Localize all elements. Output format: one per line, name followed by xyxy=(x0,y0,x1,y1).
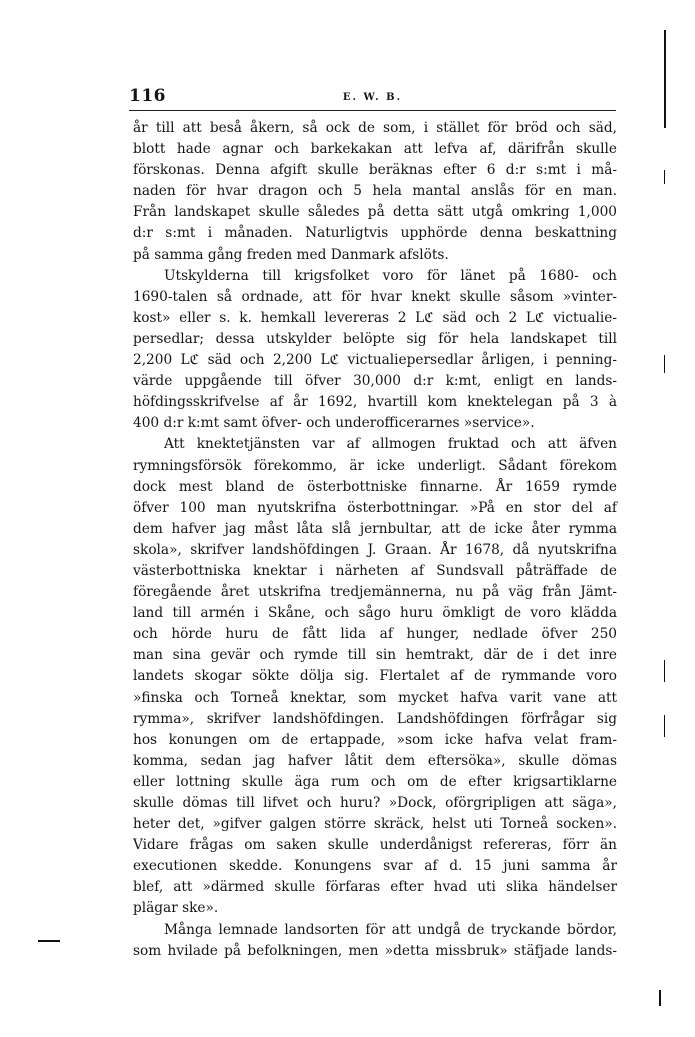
page-header xyxy=(129,86,616,111)
text-line: »finska och Torneå knektar, som mycket hafva varit vane att xyxy=(133,689,617,706)
text-line: västerbottniska knektar i närheten af Sundsvall påträffade de xyxy=(133,562,617,579)
text-line: skola», skrifver landshöfdingen J. Graan. År 1678, då nyutskrifna xyxy=(133,541,617,558)
text-line: dock mest bland de österbottniske finnarne. År 1659 rymde xyxy=(133,478,617,495)
text-line: 400 d:r k:mt samt öfver- och underofficerarnes »service». xyxy=(133,415,535,432)
text-line: Att knektetjänsten var af allmogen fruktad och att äfven xyxy=(164,436,617,453)
text-line: höfdingsskrifvelse af år 1692, hvartill kom knektelegan på 3 à xyxy=(133,394,617,411)
scan-edge-mark-top xyxy=(664,30,666,128)
text-line: blef, att »därmed skulle förfaras efter hvad uti slika händelser xyxy=(133,879,617,896)
text-line: landets skogar sökte dölja sig. Flertalet af de rymmande voro xyxy=(133,668,617,685)
text-line: 1690-talen så ordnade, att för hvar knekt skulle såsom »vinter- xyxy=(133,288,617,305)
text-line: eller lottning skulle äga rum och om de efter krigsartiklarne xyxy=(133,773,617,790)
text-line: rymningsförsök förekommo, är icke underligt. Sådant förekom xyxy=(133,457,617,474)
text-line: persedlar; dessa utskylder belöpte sig för hela landskapet till xyxy=(133,330,617,347)
text-line: föregående året utskrifna tredjemännerna, nu på väg från Jämt- xyxy=(133,584,617,601)
scan-edge-mark-bottom xyxy=(659,990,661,1006)
text-line: förskonas. Denna afgift skulle beräknas efter 6 d:r s:mt i må- xyxy=(133,162,617,179)
scan-edge-mark-left xyxy=(38,940,60,942)
text-line: Vidare frågas om saken skulle underdånigst refereras, förr än xyxy=(133,837,617,854)
text-line: hos konungen om de ertappade, »som icke hafva velat fram- xyxy=(133,731,617,748)
running-head: E. W. B. xyxy=(342,92,403,103)
text-line: Utskylderna till krigsfolket voro för länet på 1680- och xyxy=(164,267,617,284)
text-line: Från landskapet skulle således på detta sätt utgå omkring 1,000 xyxy=(133,204,617,221)
text-line: Många lemnade landsorten för att undgå de tryckande bördor, xyxy=(164,921,617,938)
text-line: komma, sedan jag hafver låtit dem eftersöka», skulle dömas xyxy=(133,752,617,769)
text-line: öfver 100 man nyutskrifna österbottningar. »På en stor del af xyxy=(133,499,617,516)
text-line: executionen skedde. Konungens svar af d. 15 juni samma år xyxy=(133,858,617,875)
text-line: man sina gevär och rymde till sin hemtrakt, där de i det inre xyxy=(133,647,617,664)
text-line: d:r s:mt i månaden. Naturligtvis upphörde denna beskattning xyxy=(133,225,617,242)
text-line: plägar ske». xyxy=(133,900,219,917)
text-line: dem hafver jag måst låta slå jernbultar, att de icke åter rymma xyxy=(133,520,617,537)
scan-edge-mark-right-3 xyxy=(664,660,665,682)
text-line: 2,200 Lℭ säd och 2,200 Lℭ victualiepersedlar årligen, i penning- xyxy=(133,352,617,369)
body-text xyxy=(133,118,617,962)
text-line: kost» eller s. k. hemkall levereras 2 Lℭ säd och 2 Lℭ victualie- xyxy=(133,309,617,326)
text-line: land till armén i Skåne, och sågo huru ömkligt de voro klädda xyxy=(133,605,617,622)
scan-edge-mark-right-2 xyxy=(664,355,665,373)
text-line: heter det, »gifver galgen större skräck, helst uti Torneå socken». xyxy=(133,816,617,833)
text-line: blott hade agnar och barkekakan att lefva af, därifrån skulle xyxy=(133,141,617,158)
page-number: 116 xyxy=(129,86,166,106)
text-line: värde uppgående till öfver 30,000 d:r k:mt, enligt en lands- xyxy=(133,373,617,390)
text-line: år till att beså åkern, så ock de som, i stället för bröd och säd, xyxy=(133,120,617,136)
text-line: rymma», skrifver landshöfdingen. Landshöfdingen förfrågar sig xyxy=(133,710,617,727)
text-line: naden för hvar dragon och 5 hela mantal anslås för en man. xyxy=(133,183,617,200)
scan-edge-mark-right-4 xyxy=(664,715,665,737)
text-line: och hörde huru de fått lida af hunger, nedlade öfver 250 xyxy=(133,626,617,643)
scan-edge-mark-right-1 xyxy=(664,170,665,184)
text-line: skulle dömas till lifvet och huru? »Dock, oförgripligen att säga», xyxy=(133,795,617,811)
text-line: som hvilade på befolkningen, men »detta missbruk» stäfjade lands- xyxy=(133,942,617,959)
text-line: på samma gång freden med Danmark afslöts. xyxy=(133,246,449,263)
